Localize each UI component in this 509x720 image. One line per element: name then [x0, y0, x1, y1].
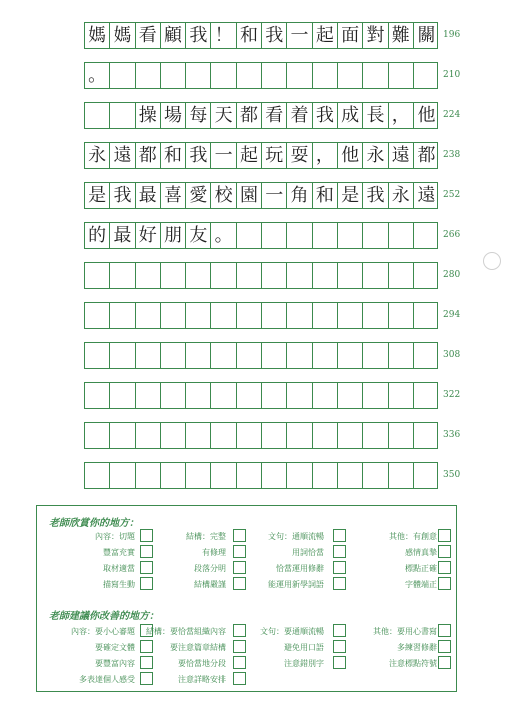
feedback-checkbox[interactable] — [233, 529, 246, 542]
grid-cell: 他 — [417, 105, 436, 126]
grid-cell — [161, 63, 186, 88]
grid-cell — [186, 343, 211, 368]
grid-cell — [363, 383, 388, 408]
feedback-label: 多練習修辭 — [397, 643, 437, 652]
grid-cell — [161, 423, 186, 448]
grid-cell — [237, 423, 262, 448]
feedback-checkbox[interactable] — [233, 624, 246, 637]
feedback-label: 恰當運用修辭 — [276, 564, 324, 573]
grid-cell: 我 — [313, 103, 338, 128]
row-character-count: 224 — [443, 110, 461, 120]
grid-cell — [186, 423, 211, 448]
grid-cell: 起 — [237, 143, 262, 168]
grid-row — [84, 222, 438, 249]
feedback-label: 用詞恰當 — [292, 548, 324, 557]
grid-cell — [363, 343, 388, 368]
grid-cell — [287, 223, 312, 248]
row-character-count: 322 — [443, 390, 461, 400]
grid-cell — [389, 263, 414, 288]
feedback-label: 結構：完整 — [186, 532, 226, 541]
grid-row — [84, 62, 438, 89]
grid-cell — [414, 63, 439, 88]
grid-cell — [237, 383, 262, 408]
grid-cell — [237, 343, 262, 368]
grid-cell — [85, 103, 110, 128]
feedback-checkbox[interactable] — [140, 656, 153, 669]
praise-title: 老師欣賞你的地方： — [49, 518, 139, 529]
grid-cell — [262, 63, 287, 88]
feedback-checkbox[interactable] — [233, 577, 246, 590]
grid-cell — [136, 303, 161, 328]
grid-cell — [136, 463, 161, 488]
feedback-label: 文句：通順流暢 — [268, 532, 324, 541]
feedback-label: 段落分明 — [194, 564, 226, 573]
grid-row — [84, 142, 438, 169]
grid-cell — [363, 263, 388, 288]
grid-row — [84, 342, 438, 369]
grid-cell — [161, 383, 186, 408]
grid-cell — [363, 463, 388, 488]
feedback-checkbox[interactable] — [438, 577, 451, 590]
grid-row — [84, 262, 438, 289]
grid-cell: 我 — [186, 23, 211, 48]
grid-cell — [110, 263, 135, 288]
feedback-label: 描寫生動 — [103, 580, 135, 589]
grid-cell — [389, 303, 414, 328]
grid-cell: 我 — [363, 183, 388, 208]
grid-cell — [85, 303, 110, 328]
feedback-label: 豐富充實 — [103, 548, 135, 557]
grid-cell — [338, 383, 363, 408]
grid-cell — [237, 303, 262, 328]
feedback-checkbox[interactable] — [140, 561, 153, 574]
row-character-count: 308 — [443, 350, 461, 360]
grid-cell — [262, 303, 287, 328]
row-character-count: 266 — [443, 230, 461, 240]
grid-cell — [287, 263, 312, 288]
feedback-checkbox[interactable] — [333, 529, 346, 542]
grid-cell — [414, 383, 439, 408]
grid-cell: 對 — [363, 23, 388, 48]
grid-cell — [161, 263, 186, 288]
hole-punch-mark — [483, 252, 501, 270]
row-character-count: 280 — [443, 270, 461, 280]
grid-cell: 我 — [110, 183, 135, 208]
grid-cell — [262, 263, 287, 288]
feedback-label: 結構：要恰當組織內容 — [146, 627, 226, 636]
feedback-label: 標點正確 — [405, 564, 437, 573]
grid-cell: 耍 — [287, 143, 312, 168]
grid-cell: 。 — [85, 63, 110, 88]
grid-cell: 遠 — [389, 143, 414, 168]
feedback-checkbox[interactable] — [233, 545, 246, 558]
feedback-label: 結構嚴謹 — [194, 580, 226, 589]
grid-cell — [85, 423, 110, 448]
grid-cell: 都 — [417, 145, 436, 166]
grid-cell — [313, 383, 338, 408]
grid-cell — [363, 63, 388, 88]
feedback-checkbox[interactable] — [438, 640, 451, 653]
feedback-checkbox[interactable] — [233, 561, 246, 574]
grid-cell: 是 — [338, 183, 363, 208]
grid-cell — [338, 63, 363, 88]
grid-cell: 一 — [262, 183, 287, 208]
grid-cell — [85, 383, 110, 408]
grid-cell — [389, 423, 414, 448]
grid-cell — [212, 463, 237, 488]
feedback-checkbox[interactable] — [333, 545, 346, 558]
row-character-count: 294 — [443, 310, 461, 320]
grid-cell — [287, 423, 312, 448]
grid-cell — [161, 343, 186, 368]
grid-cell — [212, 263, 237, 288]
grid-row — [84, 462, 438, 489]
grid-cell — [389, 463, 414, 488]
grid-cell: 園 — [237, 183, 262, 208]
grid-cell — [313, 303, 338, 328]
grid-cell — [237, 63, 262, 88]
grid-cell — [389, 383, 414, 408]
grid-cell: 一 — [287, 23, 312, 48]
grid-cell — [287, 463, 312, 488]
grid-cell — [110, 63, 135, 88]
grid-cell — [161, 303, 186, 328]
feedback-label: 感情真摯 — [405, 548, 437, 557]
grid-cell — [287, 343, 312, 368]
feedback-checkbox[interactable] — [438, 529, 451, 542]
grid-cell — [338, 343, 363, 368]
teacher-feedback-box — [36, 505, 457, 692]
feedback-label: 有條理 — [202, 548, 226, 557]
improve-title: 老師建議你改善的地方： — [49, 611, 159, 622]
grid-cell: 和 — [313, 183, 338, 208]
grid-cell — [110, 343, 135, 368]
grid-cell — [313, 63, 338, 88]
grid-cell: 永 — [85, 143, 110, 168]
row-character-count: 210 — [443, 70, 461, 80]
grid-cell — [110, 423, 135, 448]
grid-cell: 媽 — [110, 23, 135, 48]
feedback-label: 避免用口語 — [284, 643, 324, 652]
row-character-count: 350 — [443, 470, 461, 480]
grid-cell — [237, 463, 262, 488]
grid-cell: 成 — [338, 103, 363, 128]
grid-cell: 起 — [313, 23, 338, 48]
grid-cell: 是 — [85, 183, 110, 208]
feedback-checkbox[interactable] — [333, 640, 346, 653]
grid-cell: 我 — [186, 143, 211, 168]
grid-cell: ， — [389, 103, 414, 128]
feedback-label: 多表達個人感受 — [79, 675, 135, 684]
grid-cell: 一 — [212, 143, 237, 168]
grid-cell: 天 — [212, 103, 237, 128]
grid-cell — [338, 463, 363, 488]
feedback-label: 要確定文體 — [95, 643, 135, 652]
grid-cell — [313, 223, 338, 248]
grid-cell — [313, 423, 338, 448]
feedback-checkbox[interactable] — [140, 640, 153, 653]
grid-cell: 校 — [212, 183, 237, 208]
grid-cell: 永 — [363, 143, 388, 168]
feedback-label: 注意錯別字 — [284, 659, 324, 668]
grid-cell: 他 — [338, 143, 363, 168]
grid-row — [84, 102, 438, 129]
grid-cell — [313, 463, 338, 488]
feedback-label: 文句：要通順流暢 — [260, 627, 324, 636]
grid-cell — [338, 263, 363, 288]
grid-cell — [338, 423, 363, 448]
grid-row — [84, 182, 438, 209]
grid-cell: 遠 — [417, 185, 436, 206]
grid-cell — [85, 463, 110, 488]
feedback-label: 要豐富內容 — [95, 659, 135, 668]
row-character-count: 238 — [443, 150, 461, 160]
feedback-label: 取材適當 — [103, 564, 135, 573]
feedback-checkbox[interactable] — [233, 672, 246, 685]
grid-cell — [338, 303, 363, 328]
grid-cell — [110, 383, 135, 408]
feedback-label: 注意標點符號 — [389, 659, 437, 668]
grid-cell: ， — [313, 143, 338, 168]
grid-cell: 玩 — [262, 143, 287, 168]
grid-cell: 面 — [338, 23, 363, 48]
grid-cell: 難 — [389, 23, 414, 48]
grid-cell — [414, 223, 439, 248]
grid-cell — [136, 263, 161, 288]
feedback-label: 其他：有創意 — [389, 532, 437, 541]
grid-cell — [414, 423, 439, 448]
grid-cell — [414, 263, 439, 288]
grid-cell — [186, 383, 211, 408]
grid-cell — [313, 263, 338, 288]
grid-cell: 友 — [186, 223, 211, 248]
feedback-checkbox[interactable] — [333, 561, 346, 574]
grid-cell: 角 — [287, 183, 312, 208]
grid-cell: 看 — [136, 23, 161, 48]
grid-cell — [262, 463, 287, 488]
grid-cell — [186, 63, 211, 88]
grid-cell: 我 — [262, 23, 287, 48]
row-character-count: 252 — [443, 190, 461, 200]
grid-cell: 都 — [136, 143, 161, 168]
feedback-checkbox[interactable] — [140, 545, 153, 558]
grid-cell: 都 — [237, 103, 262, 128]
grid-cell — [313, 343, 338, 368]
grid-cell — [136, 63, 161, 88]
grid-cell — [186, 463, 211, 488]
feedback-checkbox[interactable] — [333, 624, 346, 637]
grid-row — [84, 422, 438, 449]
grid-cell — [85, 343, 110, 368]
feedback-label: 字體端正 — [405, 580, 437, 589]
grid-cell — [212, 63, 237, 88]
grid-cell: 顧 — [161, 23, 186, 48]
grid-cell — [262, 423, 287, 448]
grid-cell — [237, 263, 262, 288]
grid-cell: 操 — [136, 103, 161, 128]
grid-cell: 長 — [363, 103, 388, 128]
grid-cell: 喜 — [161, 183, 186, 208]
feedback-checkbox[interactable] — [333, 577, 346, 590]
grid-cell — [136, 343, 161, 368]
grid-cell — [262, 223, 287, 248]
grid-cell — [136, 423, 161, 448]
grid-cell — [85, 263, 110, 288]
feedback-checkbox[interactable] — [438, 624, 451, 637]
feedback-checkbox[interactable] — [438, 656, 451, 669]
grid-cell: 場 — [161, 103, 186, 128]
grid-cell — [389, 343, 414, 368]
feedback-checkbox[interactable] — [233, 640, 246, 653]
grid-cell — [212, 343, 237, 368]
feedback-label: 要注意篇章結構 — [170, 643, 226, 652]
grid-cell: 。 — [212, 223, 237, 248]
grid-cell — [212, 383, 237, 408]
grid-cell — [237, 223, 262, 248]
grid-cell — [389, 223, 414, 248]
grid-cell — [414, 303, 439, 328]
feedback-checkbox[interactable] — [140, 672, 153, 685]
row-character-count: 336 — [443, 430, 461, 440]
grid-cell — [186, 303, 211, 328]
grid-cell — [262, 383, 287, 408]
grid-cell — [136, 383, 161, 408]
feedback-label: 其他：要用心書寫 — [373, 627, 437, 636]
grid-cell — [212, 423, 237, 448]
grid-cell: ！ — [212, 23, 237, 48]
grid-cell — [363, 223, 388, 248]
grid-cell — [262, 343, 287, 368]
grid-cell — [186, 263, 211, 288]
grid-cell — [389, 63, 414, 88]
grid-cell — [414, 343, 439, 368]
grid-cell: 和 — [237, 23, 262, 48]
grid-cell: 媽 — [85, 23, 110, 48]
grid-cell — [110, 463, 135, 488]
feedback-label: 內容：切題 — [95, 532, 135, 541]
feedback-checkbox[interactable] — [140, 529, 153, 542]
grid-cell — [338, 223, 363, 248]
grid-cell — [287, 63, 312, 88]
grid-cell: 朋 — [161, 223, 186, 248]
grid-cell: 遠 — [110, 143, 135, 168]
grid-cell: 關 — [417, 25, 436, 46]
grid-cell — [161, 463, 186, 488]
grid-cell: 和 — [161, 143, 186, 168]
grid-cell: 着 — [287, 103, 312, 128]
feedback-label: 能運用新學詞語 — [268, 580, 324, 589]
grid-cell: 看 — [262, 103, 287, 128]
grid-cell: 最 — [136, 183, 161, 208]
grid-cell — [110, 103, 135, 128]
feedback-checkbox[interactable] — [438, 545, 451, 558]
grid-row — [84, 382, 438, 409]
grid-row — [84, 22, 438, 49]
grid-cell: 愛 — [186, 183, 211, 208]
grid-cell: 永 — [389, 183, 414, 208]
grid-cell: 的 — [85, 223, 110, 248]
grid-row — [84, 302, 438, 329]
feedback-checkbox[interactable] — [438, 561, 451, 574]
feedback-checkbox[interactable] — [233, 656, 246, 669]
grid-cell: 最 — [110, 223, 135, 248]
grid-cell: 每 — [186, 103, 211, 128]
grid-cell: 好 — [136, 223, 161, 248]
feedback-label: 內容：要小心審題 — [71, 627, 135, 636]
grid-cell — [414, 463, 439, 488]
feedback-label: 要恰當地分段 — [178, 659, 226, 668]
grid-cell — [287, 303, 312, 328]
grid-cell — [110, 303, 135, 328]
grid-cell — [287, 383, 312, 408]
grid-cell — [363, 303, 388, 328]
feedback-label: 注意詳略安排 — [178, 675, 226, 684]
feedback-checkbox[interactable] — [140, 577, 153, 590]
feedback-checkbox[interactable] — [333, 656, 346, 669]
row-character-count: 196 — [443, 30, 461, 40]
grid-cell — [212, 303, 237, 328]
grid-cell — [363, 423, 388, 448]
